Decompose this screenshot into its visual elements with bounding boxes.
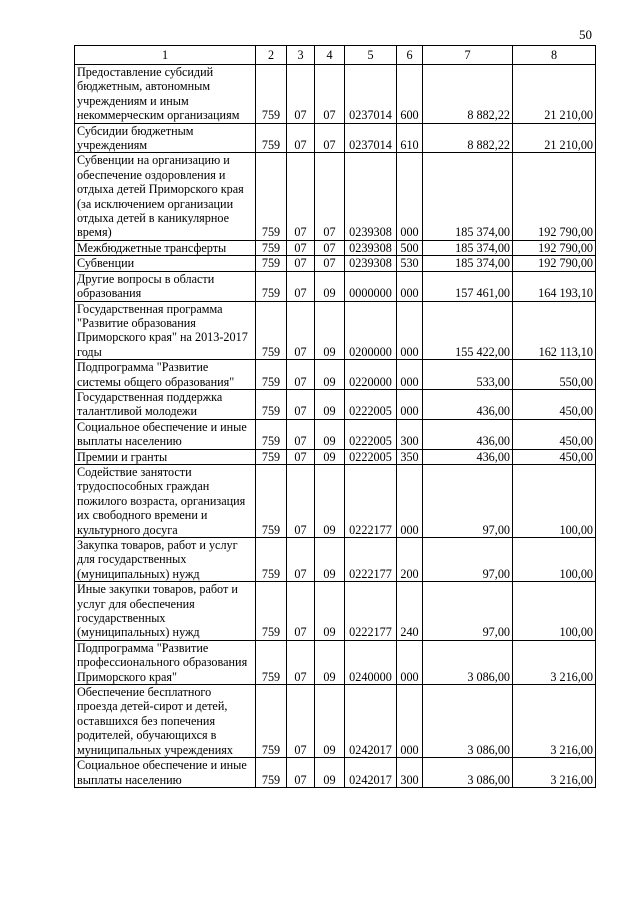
subsection-cell: 07	[315, 240, 345, 255]
expense-type-cell: 000	[397, 271, 423, 301]
amount-2016-cell: 185 374,00	[423, 256, 513, 271]
target-article-cell: 0240000	[345, 640, 397, 684]
target-article-cell: 0222177	[345, 582, 397, 641]
amount-2017-cell: 450,00	[513, 419, 596, 449]
column-header: 5	[345, 46, 397, 65]
target-article-cell: 0222005	[345, 449, 397, 464]
row-name-cell: Субсидии бюджетным учреждениям	[75, 123, 256, 153]
section-cell: 07	[287, 464, 315, 537]
expense-type-cell: 500	[397, 240, 423, 255]
section-cell: 07	[287, 758, 315, 788]
amount-2016-cell: 3 086,00	[423, 640, 513, 684]
budget-table	[74, 45, 596, 788]
column-header: 7	[423, 46, 513, 65]
target-article-cell: 0222177	[345, 464, 397, 537]
subsection-cell: 07	[315, 65, 345, 124]
section-cell: 07	[287, 685, 315, 758]
amount-2017-cell: 450,00	[513, 449, 596, 464]
row-name-cell: Субвенции	[75, 256, 256, 271]
table-row	[75, 685, 596, 758]
expense-type-cell: 000	[397, 153, 423, 240]
subsection-cell: 07	[315, 123, 345, 153]
subsection-cell: 09	[315, 640, 345, 684]
expense-type-cell: 350	[397, 449, 423, 464]
section-cell: 07	[287, 582, 315, 641]
table-row	[75, 301, 596, 360]
section-cell: 07	[287, 65, 315, 124]
amount-2017-cell: 192 790,00	[513, 256, 596, 271]
table-row	[75, 640, 596, 684]
admin-code-cell: 759	[256, 301, 287, 360]
table-row	[75, 758, 596, 788]
admin-code-cell: 759	[256, 256, 287, 271]
target-article-cell: 0237014	[345, 123, 397, 153]
target-article-cell: 0200000	[345, 301, 397, 360]
target-article-cell: 0239308	[345, 256, 397, 271]
target-article-cell: 0242017	[345, 758, 397, 788]
row-name-cell: Субвенции на организацию и обеспечение оздоровления и отдыха детей Приморского края (за исключением организации отдыха детей в каникулярное время)	[75, 153, 256, 240]
section-cell: 07	[287, 419, 315, 449]
expense-type-cell: 000	[397, 301, 423, 360]
table-row	[75, 464, 596, 537]
table-row	[75, 271, 596, 301]
table-row	[75, 419, 596, 449]
table-row	[75, 449, 596, 464]
section-cell: 07	[287, 360, 315, 390]
amount-2016-cell: 3 086,00	[423, 758, 513, 788]
column-header: 8	[513, 46, 596, 65]
subsection-cell: 09	[315, 389, 345, 419]
amount-2016-cell: 157 461,00	[423, 271, 513, 301]
target-article-cell: 0239308	[345, 240, 397, 255]
amount-2016-cell: 8 882,22	[423, 123, 513, 153]
row-name-cell: Содействие занятости трудоспособных граждан пожилого возраста, организация их свободного времени и культурного досуга	[75, 464, 256, 537]
target-article-cell: 0222005	[345, 389, 397, 419]
expense-type-cell: 600	[397, 65, 423, 124]
expense-type-cell: 000	[397, 685, 423, 758]
subsection-cell: 09	[315, 419, 345, 449]
admin-code-cell: 759	[256, 449, 287, 464]
row-name-cell: Государственная программа "Развитие образования Приморского края" на 2013-2017 годы	[75, 301, 256, 360]
amount-2016-cell: 97,00	[423, 538, 513, 582]
subsection-cell: 09	[315, 758, 345, 788]
row-name-cell: Другие вопросы в области образования	[75, 271, 256, 301]
expense-type-cell: 000	[397, 360, 423, 390]
page-number: 50	[579, 27, 592, 42]
amount-2017-cell: 162 113,10	[513, 301, 596, 360]
section-cell: 07	[287, 123, 315, 153]
section-cell: 07	[287, 271, 315, 301]
amount-2016-cell: 436,00	[423, 389, 513, 419]
subsection-cell: 09	[315, 464, 345, 537]
admin-code-cell: 759	[256, 685, 287, 758]
expense-type-cell: 000	[397, 464, 423, 537]
table-row	[75, 389, 596, 419]
row-name-cell: Межбюджетные трансферты	[75, 240, 256, 255]
target-article-cell: 0222177	[345, 538, 397, 582]
amount-2016-cell: 155 422,00	[423, 301, 513, 360]
row-name-cell: Государственная поддержка талантливой молодежи	[75, 389, 256, 419]
admin-code-cell: 759	[256, 360, 287, 390]
amount-2017-cell: 100,00	[513, 538, 596, 582]
amount-2017-cell: 450,00	[513, 389, 596, 419]
table-row	[75, 538, 596, 582]
table-row	[75, 256, 596, 271]
admin-code-cell: 759	[256, 65, 287, 124]
target-article-cell: 0000000	[345, 271, 397, 301]
amount-2017-cell: 21 210,00	[513, 123, 596, 153]
table-row	[75, 65, 596, 124]
amount-2017-cell: 550,00	[513, 360, 596, 390]
row-name-cell: Предоставление субсидий бюджетным, автономным учреждениям и иным некоммерческим организациям	[75, 65, 256, 124]
section-cell: 07	[287, 640, 315, 684]
admin-code-cell: 759	[256, 582, 287, 641]
expense-type-cell: 530	[397, 256, 423, 271]
target-article-cell: 0237014	[345, 65, 397, 124]
amount-2016-cell: 436,00	[423, 449, 513, 464]
amount-2017-cell: 192 790,00	[513, 240, 596, 255]
expense-type-cell: 610	[397, 123, 423, 153]
amount-2017-cell: 21 210,00	[513, 65, 596, 124]
admin-code-cell: 759	[256, 271, 287, 301]
admin-code-cell: 759	[256, 640, 287, 684]
expense-type-cell: 300	[397, 419, 423, 449]
admin-code-cell: 759	[256, 389, 287, 419]
amount-2017-cell: 3 216,00	[513, 640, 596, 684]
section-cell: 07	[287, 301, 315, 360]
expense-type-cell: 240	[397, 582, 423, 641]
amount-2016-cell: 436,00	[423, 419, 513, 449]
section-cell: 07	[287, 256, 315, 271]
admin-code-cell: 759	[256, 153, 287, 240]
subsection-cell: 07	[315, 256, 345, 271]
subsection-cell: 07	[315, 153, 345, 240]
subsection-cell: 09	[315, 538, 345, 582]
admin-code-cell: 759	[256, 758, 287, 788]
admin-code-cell: 759	[256, 123, 287, 153]
expense-type-cell: 200	[397, 538, 423, 582]
admin-code-cell: 759	[256, 464, 287, 537]
target-article-cell: 0242017	[345, 685, 397, 758]
amount-2017-cell: 3 216,00	[513, 685, 596, 758]
section-cell: 07	[287, 449, 315, 464]
expense-type-cell: 000	[397, 389, 423, 419]
target-article-cell: 0222005	[345, 419, 397, 449]
amount-2017-cell: 3 216,00	[513, 758, 596, 788]
table-row	[75, 582, 596, 641]
amount-2017-cell: 100,00	[513, 464, 596, 537]
amount-2016-cell: 3 086,00	[423, 685, 513, 758]
column-header: 3	[287, 46, 315, 65]
admin-code-cell: 759	[256, 419, 287, 449]
admin-code-cell: 759	[256, 240, 287, 255]
table-header-row	[75, 46, 596, 65]
subsection-cell: 09	[315, 271, 345, 301]
expense-type-cell: 300	[397, 758, 423, 788]
column-header: 2	[256, 46, 287, 65]
section-cell: 07	[287, 538, 315, 582]
column-header: 6	[397, 46, 423, 65]
expense-type-cell: 000	[397, 640, 423, 684]
table-row	[75, 123, 596, 153]
amount-2016-cell: 533,00	[423, 360, 513, 390]
target-article-cell: 0239308	[345, 153, 397, 240]
amount-2017-cell: 164 193,10	[513, 271, 596, 301]
subsection-cell: 09	[315, 685, 345, 758]
row-name-cell: Премии и гранты	[75, 449, 256, 464]
row-name-cell: Обеспечение бесплатного проезда детей-сирот и детей, оставшихся без попечения родителей, обучающихся в муниципальных учреждениях	[75, 685, 256, 758]
table-row	[75, 360, 596, 390]
section-cell: 07	[287, 240, 315, 255]
table-row	[75, 153, 596, 240]
amount-2017-cell: 100,00	[513, 582, 596, 641]
amount-2017-cell: 192 790,00	[513, 153, 596, 240]
column-header: 4	[315, 46, 345, 65]
subsection-cell: 09	[315, 301, 345, 360]
row-name-cell: Иные закупки товаров, работ и услуг для обеспечения государственных (муниципальных) нужд	[75, 582, 256, 641]
table-row	[75, 240, 596, 255]
subsection-cell: 09	[315, 360, 345, 390]
column-header: 1	[75, 46, 256, 65]
amount-2016-cell: 97,00	[423, 464, 513, 537]
amount-2016-cell: 185 374,00	[423, 153, 513, 240]
row-name-cell: Социальное обеспечение и иные выплаты населению	[75, 419, 256, 449]
amount-2016-cell: 97,00	[423, 582, 513, 641]
amount-2016-cell: 8 882,22	[423, 65, 513, 124]
section-cell: 07	[287, 389, 315, 419]
subsection-cell: 09	[315, 449, 345, 464]
subsection-cell: 09	[315, 582, 345, 641]
row-name-cell: Закупка товаров, работ и услуг для государственных (муниципальных) нужд	[75, 538, 256, 582]
admin-code-cell: 759	[256, 538, 287, 582]
amount-2016-cell: 185 374,00	[423, 240, 513, 255]
row-name-cell: Подпрограмма "Развитие системы общего образования"	[75, 360, 256, 390]
section-cell: 07	[287, 153, 315, 240]
target-article-cell: 0220000	[345, 360, 397, 390]
row-name-cell: Подпрограмма "Развитие профессионального образования Приморского края"	[75, 640, 256, 684]
row-name-cell: Социальное обеспечение и иные выплаты населению	[75, 758, 256, 788]
